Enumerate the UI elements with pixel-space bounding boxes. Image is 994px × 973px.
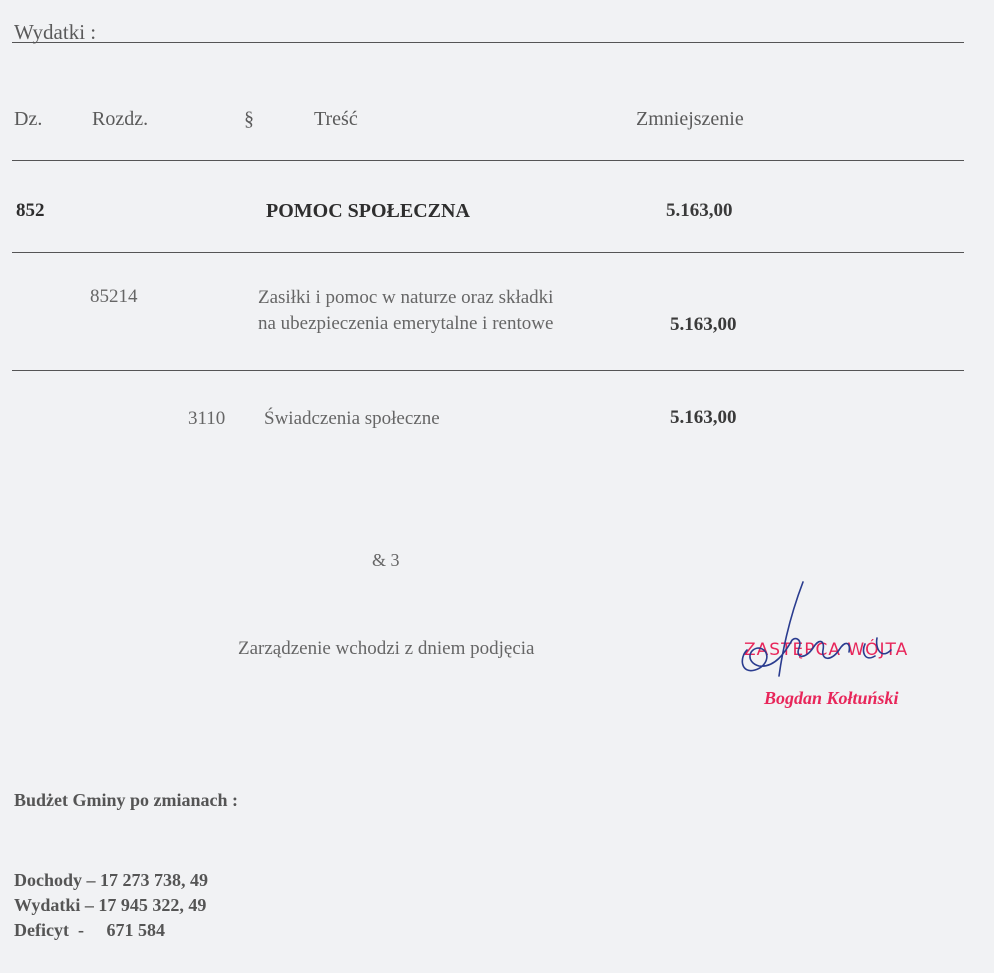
summary-deficit: Deficyt - 671 584 — [14, 920, 165, 940]
header-dz: Dz. — [14, 108, 43, 130]
closing-text: Zarządzenie wchodzi z dniem podjęcia — [238, 638, 535, 659]
header-zmniejszenie: Zmniejszenie — [636, 108, 744, 130]
row-rozdz: 85214 — [90, 286, 138, 307]
summary-expenses: Wydatki – 17 945 322, 49 — [14, 895, 207, 915]
summary-income: Dochody – 17 273 738, 49 — [14, 870, 209, 890]
row-paragraph: 3110 — [188, 408, 226, 429]
header-tresc: Treść — [314, 108, 358, 130]
header-paragraph: § — [244, 108, 254, 130]
header-rozdz: Rozdz. — [92, 108, 149, 130]
section-title: Wydatki : — [14, 20, 97, 44]
row-tresc-line1: Zasiłki i pomoc w naturze oraz składki — [258, 287, 554, 308]
row-dz: 852 — [16, 200, 45, 221]
row-amount: 5.163,00 — [666, 200, 733, 221]
stamp-name: Bogdan Kołtuński — [764, 688, 899, 708]
divider — [12, 42, 964, 43]
divider — [12, 370, 964, 371]
stamp-title: ZASTĘPCA WÓJTA — [744, 640, 909, 660]
summary-heading: Budżet Gminy po zmianach : — [14, 790, 239, 810]
divider — [12, 252, 964, 253]
row-tresc: POMOC SPOŁECZNA — [266, 200, 470, 222]
row-amount: 5.163,00 — [670, 314, 737, 335]
row-tresc: Świadczenia społeczne — [264, 408, 440, 429]
paragraph-mark: & 3 — [372, 550, 400, 570]
row-tresc-line2: na ubezpieczenia emerytalne i rentowe — [258, 313, 554, 334]
row-amount: 5.163,00 — [670, 407, 737, 428]
divider — [12, 160, 964, 161]
signature — [735, 578, 905, 683]
